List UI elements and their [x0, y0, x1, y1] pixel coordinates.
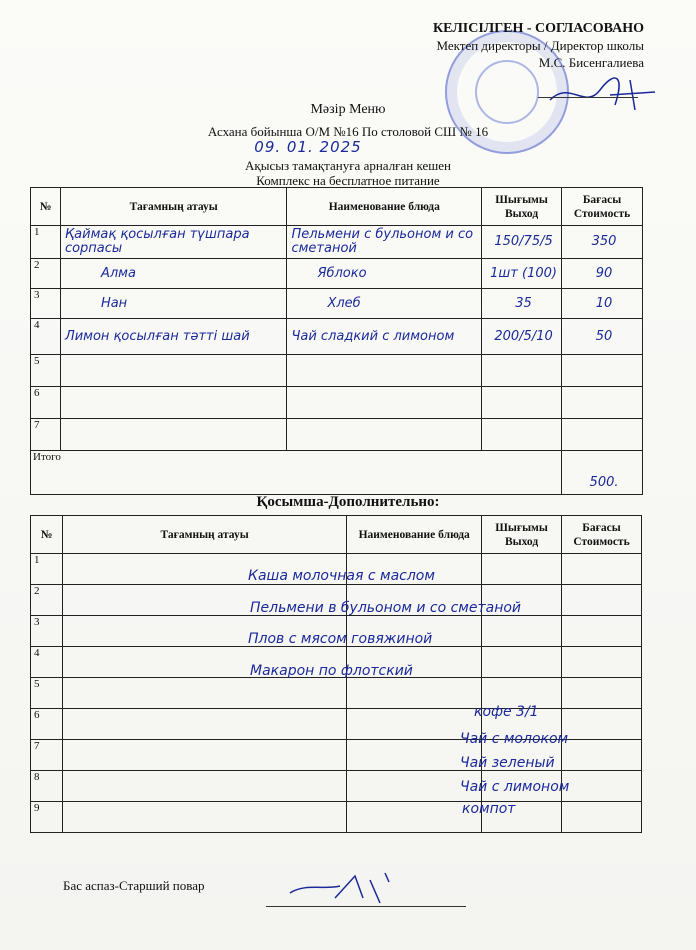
col-number: № [31, 188, 61, 226]
add-col-output: Шығымы Выход [482, 516, 562, 554]
col-output: Шығымы Выход [482, 188, 562, 226]
col-name-kz: Тағамның атауы [60, 188, 287, 226]
chef-signature [285, 868, 405, 908]
table-row: 3 [31, 616, 642, 647]
table-row: 9 [31, 802, 642, 833]
approval-position: Мектеп директоры / Директор школы [436, 38, 644, 53]
director-signature-line [538, 97, 638, 98]
table-row: 3 Нан Хлеб 35 10 [31, 289, 643, 319]
menu-title: Мәзір Меню [310, 102, 386, 117]
menu-date: 09. 01. 2025 [254, 138, 362, 156]
approval-name: М.С. Бисенгалиева [538, 55, 644, 70]
additional-item: Плов с мясом говяжиной [248, 631, 433, 647]
table-row: 8 [31, 771, 642, 802]
table-row: 6 [31, 709, 642, 740]
additional-item: Каша молочная с маслом [248, 568, 435, 584]
additional-title: Қосымша-Дополнительно: [256, 494, 440, 510]
col-name-ru: Наименование блюда [287, 188, 482, 226]
complex-kz: Ақысыз тамақтануға арналған кешен [245, 158, 451, 173]
add-col-name-ru: Наименование блюда [347, 516, 482, 554]
total-value: 500. [562, 451, 643, 495]
table-row: 1 [31, 554, 642, 585]
col-price: Бағасы Стоимость [562, 188, 643, 226]
additional-item: компот [462, 801, 516, 817]
add-col-number: № [31, 516, 63, 554]
complex-ru: Комплекс на бесплатное питание [256, 173, 440, 188]
additional-item: кофе 3/1 [474, 704, 539, 720]
table-row: 7 [31, 740, 642, 771]
total-label: Итого [33, 451, 61, 463]
approval-block [433, 20, 644, 71]
table-row: 4 [31, 647, 642, 678]
additional-item: Пельмени в бульоном и со сметаной [250, 600, 522, 616]
table-row: 2 [31, 585, 642, 616]
chef-label: Бас аспаз-Старший повар [63, 878, 205, 893]
table-row: 5 [31, 678, 642, 709]
table-row: 6 [31, 387, 643, 419]
approval-title: КЕЛІСІЛГЕН - СОГЛАСОВАНО [433, 21, 644, 36]
canteen-label: Асхана бойынша О/М №16 По столовой СШ № 16 [207, 124, 489, 139]
additional-item: Чай с лимоном [460, 779, 570, 795]
add-col-name-kz: Тағамның атауы [62, 516, 346, 554]
additional-item: Чай с молоком [460, 731, 569, 747]
additional-item: Чай зеленый [460, 755, 555, 771]
additional-item: Макарон по флотский [250, 663, 413, 679]
table-row: 5 [31, 355, 643, 387]
table-row: 1 Қаймақ қосылған түшпара сорпасы Пельмени с бульоном и со сметаной 150/75/5 350 [31, 226, 643, 259]
chef-signature-line [266, 906, 466, 907]
add-col-price: Бағасы Стоимость [562, 516, 642, 554]
table-row: 4 Лимон қосылған тәтті шай Чай сладкий с лимоном 200/5/10 50 [31, 319, 643, 355]
total-row [31, 451, 643, 495]
table-row: 7 [31, 419, 643, 451]
free-meal-table [30, 187, 643, 495]
table-row: 2 Алма Яблоко 1шт (100) 90 [31, 259, 643, 289]
